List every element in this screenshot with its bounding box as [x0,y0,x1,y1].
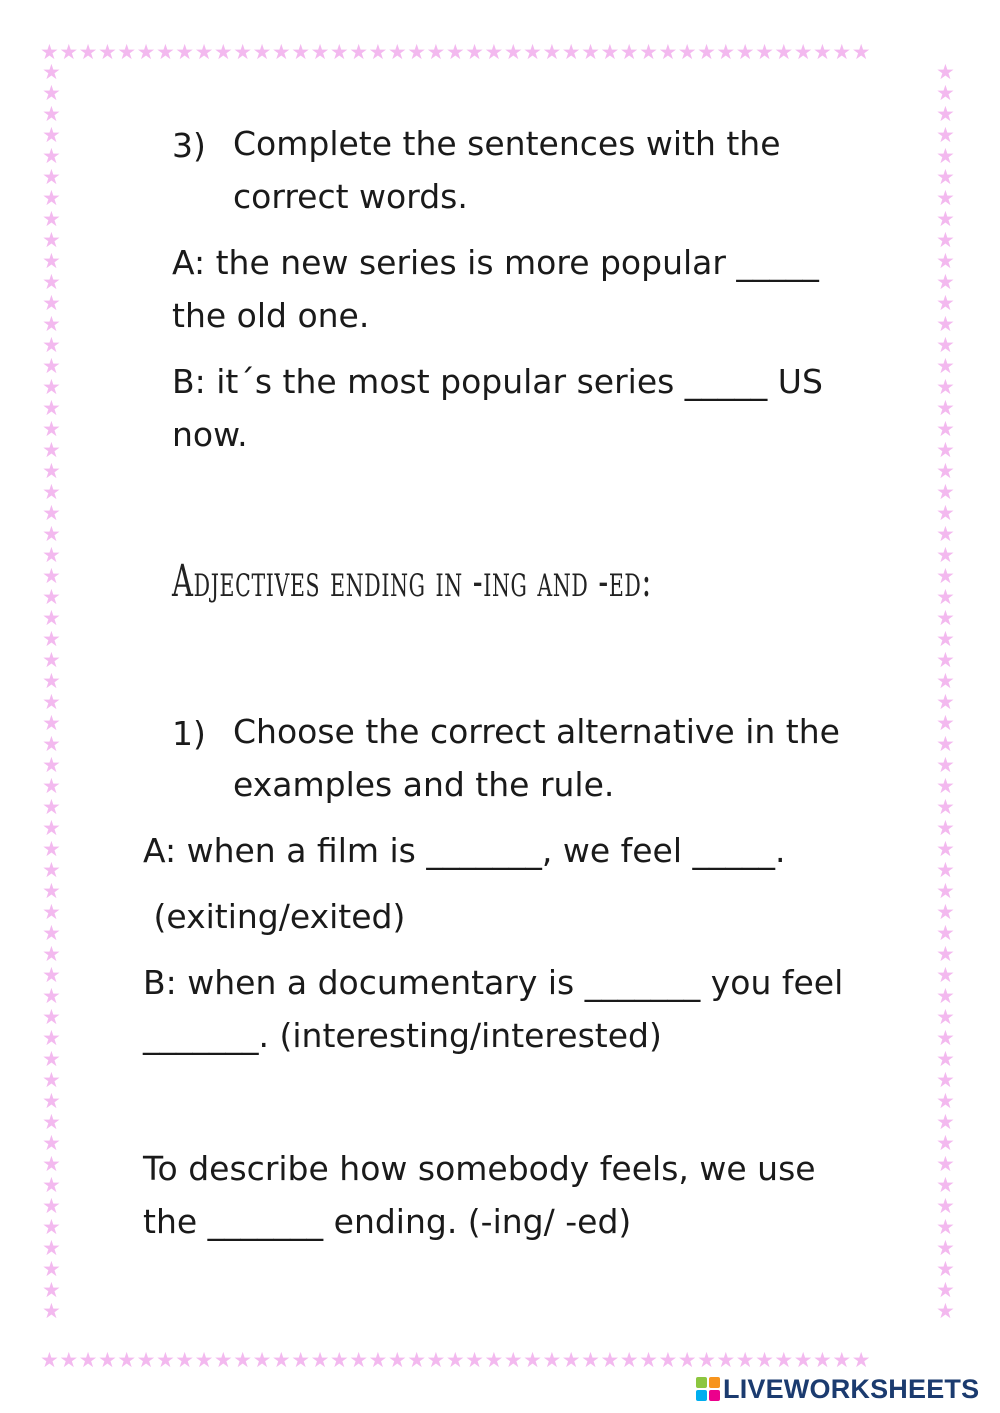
section-heading: Adjectives ending in -ing and -ed: [172,556,652,607]
exercise-1-number: 1) [172,714,206,753]
exercise-3-number: 3) [172,126,206,165]
exercise-3-instruction-line1: Complete the sentences with the [233,124,781,163]
logo-mark-icon [696,1377,720,1401]
star-border-right: ★★★★★★★★★★★★★★★★★★★★★★★★★★★★★★★★★★★★★★★★★★★★★★★★★★★★★★★★★★★★ [936,62,955,1323]
rule-line2: the _______ ending. (-ing/ -ed) [143,1202,632,1241]
star-border-bottom: ★★★★★★★★★★★★★★★★★★★★★★★★★★★★★★★★★★★★★★★★★★★ [40,1350,872,1371]
exercise-3-sentence-b-line1: B: it´s the most popular series _____ US [172,362,823,401]
exercise-1-instruction-line1: Choose the correct alternative in the [233,712,840,751]
exercise-1-instruction-line2: examples and the rule. [233,765,615,804]
exercise-1-example-a-line1: A: when a film is _______, we feel _____. [143,831,786,870]
star-border-left: ★★★★★★★★★★★★★★★★★★★★★★★★★★★★★★★★★★★★★★★★★★★★★★★★★★★★★★★★★★★★ [42,62,61,1323]
exercise-1-example-b-line1: B: when a documentary is _______ you feel [143,963,844,1002]
exercise-1-example-a-line2: (exiting/exited) [143,897,406,936]
exercise-3-instruction-line2: correct words. [233,177,468,216]
exercise-1-example-b-line2: _______. (interesting/interested) [143,1016,662,1055]
exercise-3-sentence-b-line2: now. [172,415,248,454]
exercise-3-sentence-a-line2: the old one. [172,296,370,335]
rule-line1: To describe how somebody feels, we use [143,1149,816,1188]
logo-text: LIVEWORKSHEETS [723,1373,980,1404]
exercise-3-sentence-a-line1: A: the new series is more popular _____ [172,243,819,282]
liveworksheets-logo [696,1372,979,1406]
star-border-top: ★★★★★★★★★★★★★★★★★★★★★★★★★★★★★★★★★★★★★★★★★★★ [40,42,872,63]
